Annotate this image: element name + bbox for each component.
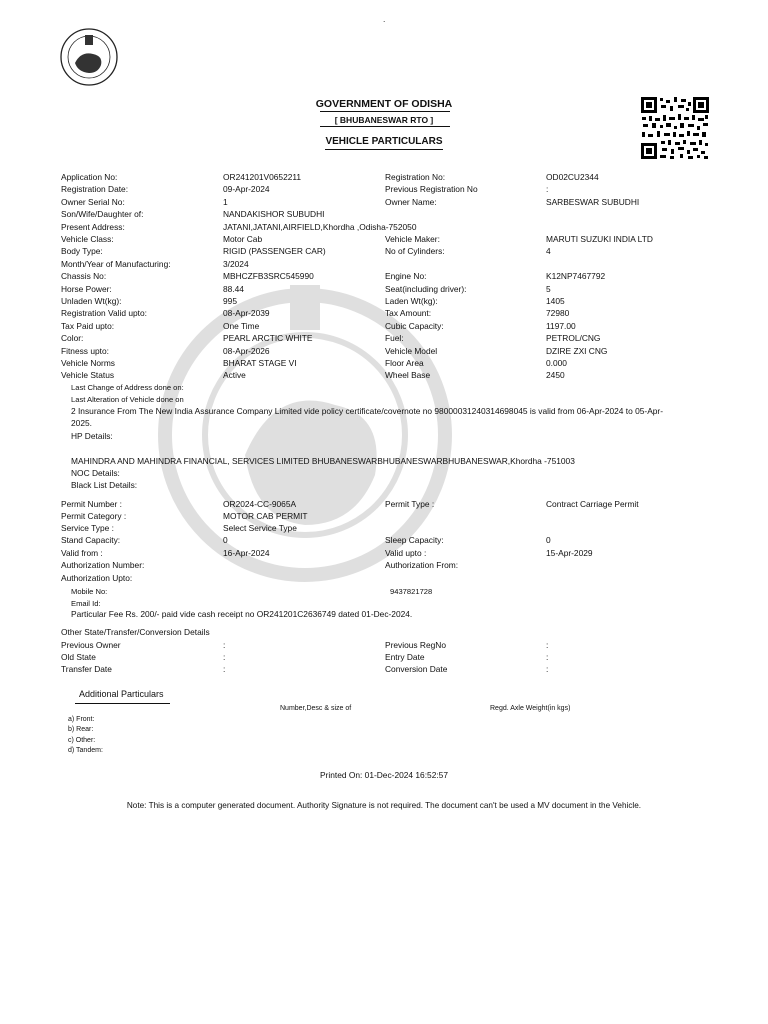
transfer-value: : [223, 652, 226, 662]
detail-label: Present Address: [61, 222, 125, 232]
permit-row [0, 560, 768, 572]
detail-value: 995 [223, 296, 237, 306]
detail-value: RIGID (PASSENGER CAR) [223, 246, 326, 256]
detail-value: 1 [223, 197, 228, 207]
detail-row [0, 370, 768, 382]
detail-label: Vehicle Norms [61, 358, 115, 368]
document-title: VEHICLE PARTICULARS [325, 136, 443, 147]
detail-label: Owner Name: [385, 197, 437, 207]
detail-label: Vehicle Model [385, 346, 438, 356]
detail-value: BHARAT STAGE VI [223, 358, 297, 368]
additional-underline [75, 703, 170, 704]
detail-label: Wheel Base [385, 370, 431, 380]
additional-title: Additional Particulars [79, 689, 164, 699]
permit-label: Permit Category : [61, 511, 127, 521]
detail-label: Fitness upto: [61, 346, 109, 356]
detail-value: One Time [223, 321, 260, 331]
detail-value: PETROL/CNG [546, 333, 601, 343]
col-desc: Number,Desc & size of [280, 705, 352, 712]
last-alteration: Last Alteration of Vehicle done on [71, 395, 184, 404]
permit-row [0, 535, 768, 547]
permit-row [0, 523, 768, 535]
detail-label: No of Cylinders: [385, 246, 445, 256]
axle-item: d) Tandem: [68, 747, 103, 754]
transfer-value: : [546, 652, 549, 662]
detail-label: Registration Valid upto: [61, 308, 147, 318]
permit-row [0, 511, 768, 523]
permit-label: Authorization Number: [61, 560, 145, 570]
permit-row [0, 573, 768, 585]
permit-value: Contract Carriage Permit [546, 499, 639, 509]
transfer-row [0, 664, 768, 676]
permit-value: 0 [546, 535, 551, 545]
detail-label: Seat(including driver): [385, 284, 467, 294]
detail-value: Motor Cab [223, 234, 263, 244]
permit-value: 15-Apr-2029 [546, 548, 593, 558]
transfer-label: Conversion Date [385, 664, 448, 674]
detail-label: Registration Date: [61, 184, 129, 194]
detail-label: Body Type: [61, 246, 103, 256]
detail-row [0, 358, 768, 370]
permit-value: 16-Apr-2024 [223, 548, 270, 558]
detail-label: Cubic Capacity: [385, 321, 444, 331]
hp-details-label: HP Details: [71, 431, 113, 441]
permit-label: Valid from : [61, 548, 103, 558]
last-change-address: Last Change of Address done on: [71, 383, 184, 392]
detail-value: PEARL ARCTIC WHITE [223, 333, 313, 343]
detail-label: Chassis No: [61, 271, 107, 281]
axle-item: a) Front: [68, 716, 95, 723]
transfer-label: Old State [61, 652, 96, 662]
transfer-label: Previous RegNo [385, 640, 446, 650]
detail-label: Laden Wt(kg): [385, 296, 438, 306]
axle-item: b) Rear: [68, 726, 94, 733]
detail-row [0, 209, 768, 221]
detail-label: Tax Paid upto: [61, 321, 115, 331]
mobile-label: Mobile No: [71, 587, 108, 596]
title-underline [325, 149, 443, 150]
detail-value: 08-Apr-2026 [223, 346, 270, 356]
permit-label: Authorization Upto: [61, 573, 133, 583]
detail-label: Month/Year of Manufacturing: [61, 259, 171, 269]
permit-row [0, 499, 768, 511]
detail-value: : [546, 184, 549, 194]
permit-value: Select Service Type [223, 523, 297, 533]
permit-label: Service Type : [61, 523, 114, 533]
detail-label: Registration No: [385, 172, 446, 182]
permit-label: Valid upto : [385, 548, 427, 558]
detail-row [0, 333, 768, 345]
transfer-value: : [223, 664, 226, 674]
detail-label: Son/Wife/Daughter of: [61, 209, 144, 219]
permit-label: Permit Number : [61, 499, 122, 509]
detail-value: 2450 [546, 370, 565, 380]
detail-label: Application No: [61, 172, 118, 182]
detail-label: Fuel: [385, 333, 404, 343]
permit-value: MOTOR CAB PERMIT [223, 511, 308, 521]
transfer-label: Previous Owner [61, 640, 121, 650]
detail-value: OR241201V0652211 [223, 172, 302, 182]
top-dot: . [383, 14, 386, 24]
detail-label: Vehicle Maker: [385, 234, 440, 244]
footer-note: Note: This is a computer generated document. Authority Signature is not required. The document can't be used a MV document in the Vehicle. [126, 801, 642, 810]
detail-value: MBHCZFB3SRC545990 [223, 271, 314, 281]
permit-value: OR2024-CC-9065A [223, 499, 297, 509]
transfer-label: Transfer Date [61, 664, 112, 674]
detail-label: Previous Registration No [385, 184, 478, 194]
detail-value: SARBESWAR SUBUDHI [546, 197, 640, 207]
detail-row [0, 172, 768, 184]
transfer-row [0, 640, 768, 652]
detail-value: 0.000 [546, 358, 567, 368]
detail-value: 5 [546, 284, 551, 294]
noc-details: NOC Details: [71, 468, 120, 478]
detail-label: Owner Serial No: [61, 197, 125, 207]
detail-value: Active [223, 370, 246, 380]
detail-value: 4 [546, 246, 551, 256]
mobile-value: 9437821728 [390, 587, 433, 596]
detail-value: 08-Apr-2039 [223, 308, 270, 318]
insurance-line-1: 2 Insurance From The New India Assurance Company Limited vide policy certificate/covernote no 98000031240314698045 is valid from 06-Apr-2024 to 05-Apr- [71, 406, 664, 416]
transfer-label: Entry Date [385, 652, 425, 662]
transfer-title: Other State/Transfer/Conversion Details [61, 627, 210, 637]
detail-value: 88.44 [223, 284, 244, 294]
detail-row [0, 271, 768, 283]
detail-label: Floor Area [385, 358, 424, 368]
detail-value: OD02CU2344 [546, 172, 599, 182]
detail-row [0, 321, 768, 333]
detail-row [0, 259, 768, 271]
detail-row [0, 234, 768, 246]
hp-details-value: MAHINDRA AND MAHINDRA FINANCIAL, SERVICES LIMITED BHUBANESWARBHUBANESWARBHUBANESWAR,Khordha -751003 [71, 456, 575, 466]
blacklist-details: Black List Details: [71, 480, 138, 490]
detail-value: 1405 [546, 296, 565, 306]
government-title: GOVERNMENT OF ODISHA [315, 98, 453, 110]
detail-value: 1197.00 [546, 321, 576, 331]
fee-note: Particular Fee Rs. 200/- paid vide cash receipt no OR241201C2636749 dated 01-Dec-2024. [71, 609, 413, 619]
detail-value: JATANI,JATANI,AIRFIELD,Khordha ,Odisha-752050 [223, 222, 417, 232]
email-label: Email Id: [71, 599, 101, 608]
permit-label: Stand Capacity: [61, 535, 121, 545]
printed-on: Printed On: 01-Dec-2024 16:52:57 [319, 770, 449, 780]
permit-value: 0 [223, 535, 228, 545]
detail-value: MARUTI SUZUKI INDIA LTD [546, 234, 653, 244]
header-rule-2 [320, 126, 450, 127]
detail-row [0, 184, 768, 196]
detail-label: Tax Amount: [385, 308, 432, 318]
col-weight: Regd. Axle Weight(in kgs) [490, 705, 571, 712]
detail-row [0, 197, 768, 209]
detail-label: Unladen Wt(kg): [61, 296, 122, 306]
permit-label: Permit Type : [385, 499, 435, 509]
detail-row [0, 346, 768, 358]
transfer-value: : [223, 640, 226, 650]
detail-label: Engine No: [385, 271, 427, 281]
detail-value: NANDAKISHOR SUBUDHI [223, 209, 325, 219]
detail-value: 72980 [546, 308, 570, 318]
header-rule [320, 111, 450, 112]
odisha-emblem-icon [55, 27, 123, 87]
detail-row [0, 246, 768, 258]
transfer-value: : [546, 640, 549, 650]
detail-value: K12NP7467792 [546, 271, 606, 281]
detail-row [0, 308, 768, 320]
detail-value: DZIRE ZXI CNG [546, 346, 608, 356]
transfer-value: : [546, 664, 549, 674]
detail-value: 3/2024 [223, 259, 249, 269]
rto-name: [ BHUBANESWAR RTO ] [334, 115, 434, 125]
transfer-row [0, 652, 768, 664]
detail-label: Vehicle Class: [61, 234, 114, 244]
axle-item: c) Other: [68, 737, 96, 744]
insurance-line-2: 2025. [71, 418, 92, 428]
detail-row [0, 296, 768, 308]
detail-label: Vehicle Status [61, 370, 115, 380]
detail-value: 09-Apr-2024 [223, 184, 270, 194]
permit-row [0, 548, 768, 560]
detail-label: Horse Power: [61, 284, 112, 294]
detail-label: Color: [61, 333, 84, 343]
permit-label: Authorization From: [385, 560, 459, 570]
permit-label: Sleep Capacity: [385, 535, 444, 545]
detail-row [0, 222, 768, 234]
detail-row [0, 284, 768, 296]
